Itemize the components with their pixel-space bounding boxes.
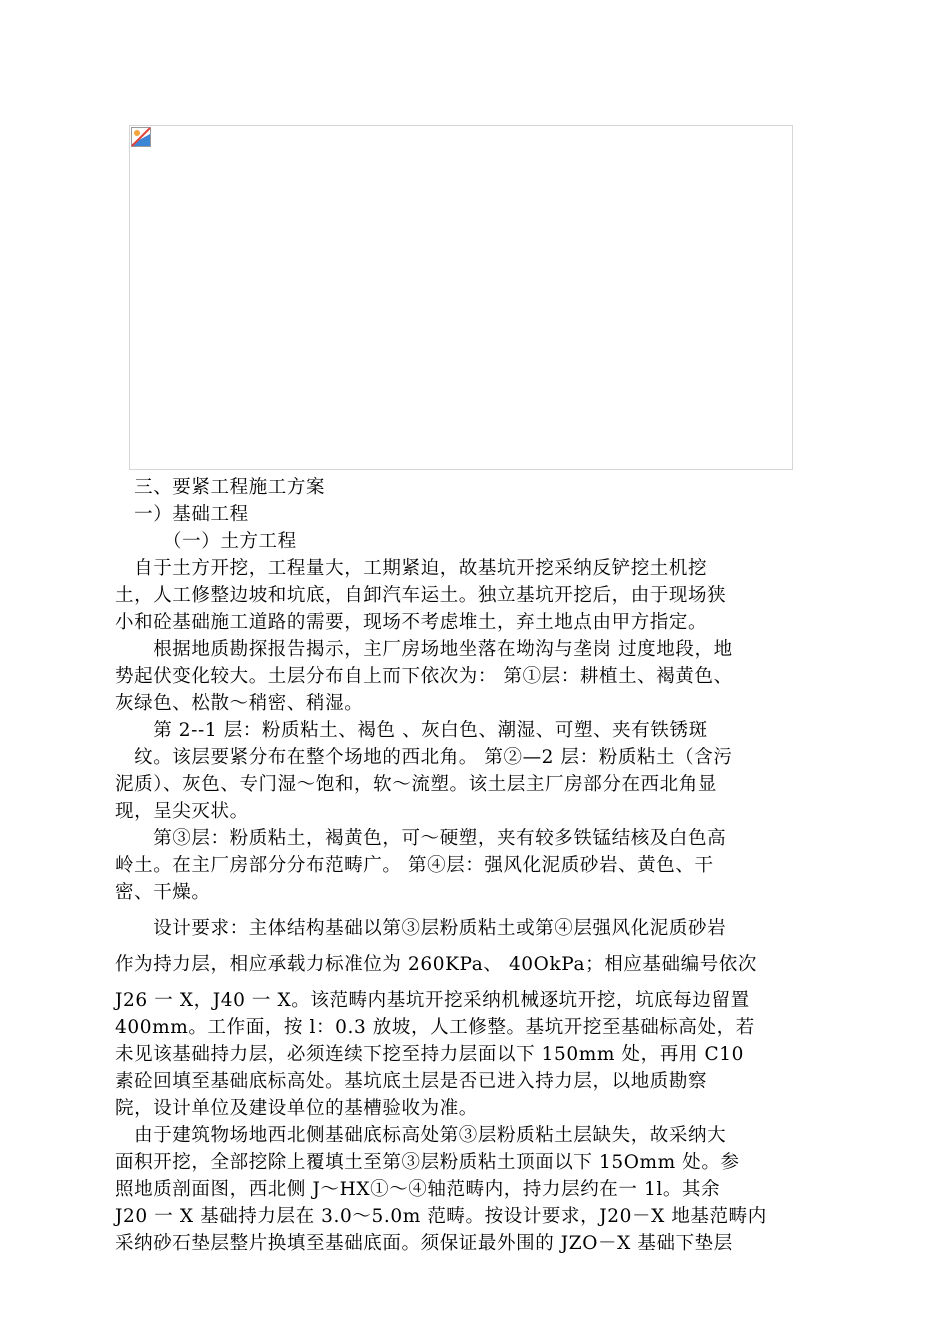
embedded-image-placeholder: [129, 125, 793, 470]
text-line: 素砼回填至基础底标高处。基坑底土层是否已进入持力层，以地质勘察: [115, 1071, 708, 1092]
subsection-heading: 一）基础工程: [115, 504, 249, 525]
text-line: 密、干燥。: [115, 882, 211, 903]
text-line: 势起伏变化较大。土层分布自上而下依次为： 第①层：耕植土、褐黄色、: [115, 666, 733, 687]
text-line: 第③层：粉质粘土，褐黄色，可～硬塑，夹有较多铁锰结核及白色高: [115, 828, 727, 849]
document-body: [115, 474, 831, 1257]
text-line: 照地质剖面图，西北侧 J～HX①～④轴范畴内，持力层约在一 1l。其余: [115, 1179, 721, 1200]
text-line: J26 一 X，J40 一 X。该范畴内基坑开挖采纳机械逐坑开挖，坑底每边留置: [115, 990, 750, 1011]
text-line: 设计要求：主体结构基础以第③层粉质粘土或第④层强风化泥质砂岩: [115, 918, 727, 939]
text-line: 面积开挖，全部挖除上覆填土至第③层粉质粘土顶面以下 15Omm 处。参: [115, 1152, 740, 1173]
text-line: 灰绿色、松散～稍密、稍湿。: [115, 693, 364, 714]
text-line: 院，设计单位及建设单位的基槽验收为准。: [115, 1098, 478, 1119]
text-line: 根据地质勘探报告揭示，主厂房场地坐落在坳沟与垄岗 过度地段，地: [115, 639, 733, 660]
broken-image-icon: [131, 127, 151, 147]
text-line: 采纳砂石垫层整片换填至基础底面。须保证最外围的 JZO－X 基础下垫层: [115, 1233, 733, 1254]
text-line: 泥质）、灰色、专门湿～饱和，软～流塑。该土层主厂房部分在西北角显: [115, 774, 717, 795]
text-line: 400mm。工作面，按 l：0.3 放坡，人工修整。基坑开挖至基础标高处，若: [115, 1017, 755, 1038]
text-line: 自于土方开挖，工程量大，工期紧迫，故基坑开挖采纳反铲挖土机挖: [115, 558, 708, 579]
text-line: 岭土。在主厂房部分分布范畴广。 第④层：强风化泥质砂岩、黄色、干: [115, 855, 714, 876]
text-line: 未见该基础持力层，必须连续下挖至持力层面以下 150mm 处，再用 C10: [115, 1044, 744, 1065]
text-line: 由于建筑物场地西北侧基础底标高处第③层粉质粘土层缺失，故采纳大: [115, 1125, 727, 1146]
sub-subsection-heading: （一）土方工程: [115, 531, 297, 552]
text-line: 现，呈尖灭状。: [115, 801, 249, 822]
text-line: 小和砼基础施工道路的需要，现场不考虑堆土，弃土地点由甲方指定。: [115, 612, 708, 633]
text-line: 作为持力层，相应承载力标准位为 260KPa、 40OkPa；相应基础编号依次: [115, 954, 758, 975]
text-line: 第 2--1 层：粉质粘土、褐色 、灰白色、潮湿、可塑、夹有铁锈斑: [115, 720, 708, 741]
text-line: 土，人工修整边坡和坑底，自卸汽车运土。独立基坑开挖后，由于现场狭: [115, 585, 727, 606]
text-line: 纹。该层要紧分布在整个场地的西北角。 第②—2 层：粉质粘土（含污: [115, 747, 733, 768]
section-heading: 三、要紧工程施工方案: [115, 477, 326, 498]
text-line: J20 一 X 基础持力层在 3.0～5.0m 范畴。按设计要求，J20－X 地基范畴内: [115, 1206, 767, 1227]
